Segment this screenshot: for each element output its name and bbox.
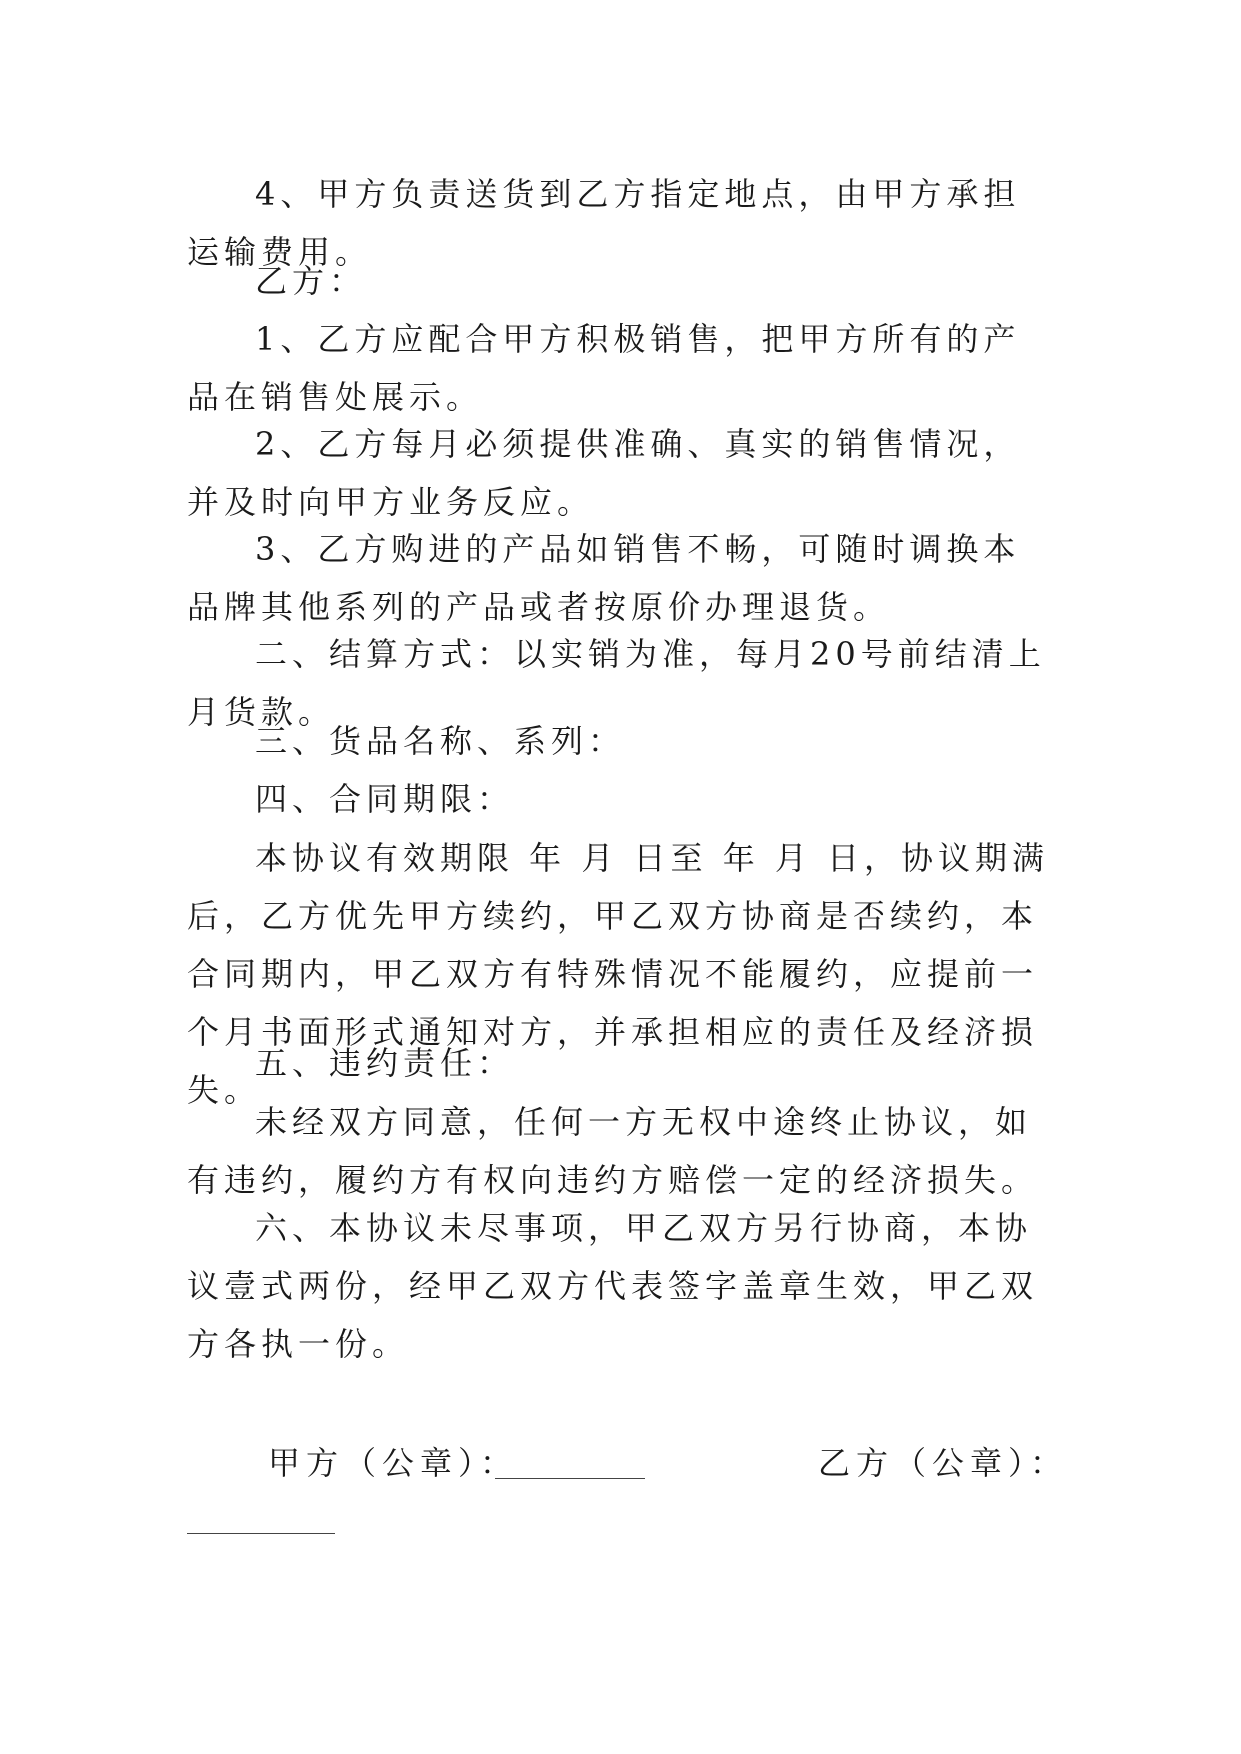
paragraph-term-body: 本协议有效期限 年 月 日至 年 月 日，协议期满后，乙方优先甲方续约，甲乙双方协商是否续约，本合同期内，甲乙双方有特殊情况不能履约，应提前一个月书面形式通知对方，并承担相应的责任及经济损失。	[187, 839, 1050, 1109]
signature-party-a-line	[495, 1478, 645, 1479]
paragraph-term-heading: 四、合同期限：	[255, 780, 515, 818]
signature-party-a-label: 甲方（公章）：	[268, 1444, 519, 1482]
paragraph-misc: 六、本协议未尽事项，甲乙双方另行协商，本协议壹式两份，经甲乙双方代表签字盖章生效，甲乙双方各执一份。	[187, 1209, 1039, 1363]
signature-party-b-label: 乙方（公章）：	[818, 1444, 1069, 1482]
paragraph-party-b-item-3: 3、乙方购进的产品如销售不畅，可随时调换本品牌其他系列的产品或者按原价办理退货。	[187, 530, 1021, 626]
paragraph-liability-body: 未经双方同意，任何一方无权中途终止协议，如有违约，履约方有权向违约方赔偿一定的经济损失。	[187, 1103, 1039, 1199]
signature-party-b-line	[187, 1533, 335, 1534]
paragraph-party-b-item-2: 2、乙方每月必须提供准确、真实的销售情况，并及时向甲方业务反应。	[187, 425, 1021, 521]
paragraph-party-b-heading: 乙方：	[255, 262, 367, 300]
paragraph-settlement: 二、结算方式：以实销为准，每月20号前结清上月货款。	[187, 635, 1046, 731]
paragraph-party-b-item-1: 1、乙方应配合甲方积极销售，把甲方所有的产品在销售处展示。	[187, 320, 1021, 416]
paragraph-delivery: 4、甲方负责送货到乙方指定地点，由甲方承担运输费用。	[187, 175, 1021, 271]
paragraph-liability-heading: 五、违约责任：	[255, 1044, 515, 1082]
paragraph-goods-name: 三、货品名称、系列：	[255, 722, 626, 760]
